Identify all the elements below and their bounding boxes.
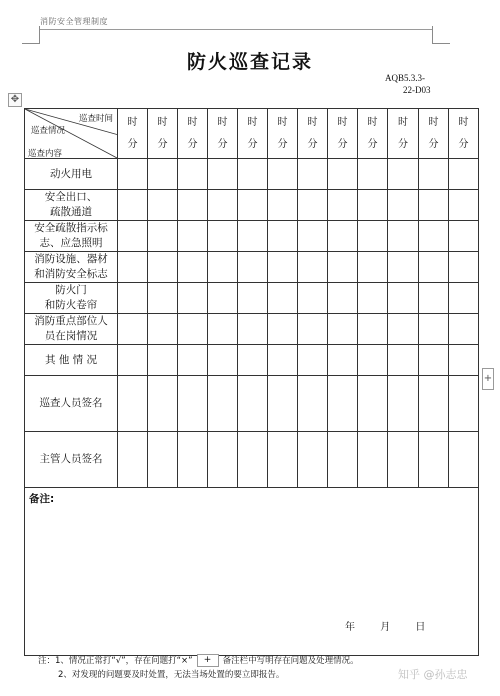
document-code: [385, 72, 455, 96]
record-cell[interactable]: [328, 190, 358, 221]
record-cell[interactable]: [358, 190, 388, 221]
date-year: 年: [345, 622, 355, 633]
footnote-1-part-a: 注：1、情况正常打“√”，存在问题打“×”: [38, 656, 193, 666]
hour-label: 时: [187, 116, 198, 128]
footnote-2: 2、对发现的问题要及时处置，无法当场处置的要立即报告。: [58, 670, 285, 680]
record-cell[interactable]: [148, 345, 178, 376]
minute-label: 分: [458, 138, 469, 150]
record-cell[interactable]: [238, 345, 268, 376]
row-label-line: 员在岗情况: [44, 330, 98, 342]
time-column-header: [298, 109, 328, 159]
record-cell[interactable]: [178, 221, 208, 252]
minute-label: 分: [127, 138, 138, 150]
table-row: [25, 159, 479, 190]
record-cell[interactable]: [268, 159, 298, 190]
row-label-line: 疏散通道: [50, 206, 92, 218]
row-label-line: 消防重点部位人: [34, 315, 108, 327]
table-row: [25, 376, 479, 432]
row-label-line: 安全出口、: [44, 191, 98, 203]
header-divider: [40, 29, 432, 30]
header-corner-cell: [25, 109, 118, 159]
minute-label: 分: [247, 138, 258, 150]
record-cell[interactable]: [118, 221, 148, 252]
record-cell[interactable]: [388, 190, 419, 221]
record-cell[interactable]: [328, 345, 358, 376]
record-cell[interactable]: [388, 376, 419, 432]
record-cell[interactable]: [358, 252, 388, 283]
record-cell[interactable]: [268, 432, 298, 488]
record-cell[interactable]: [298, 252, 328, 283]
minute-label: 分: [307, 138, 318, 150]
record-cell[interactable]: [328, 376, 358, 432]
document-code-line-1: AQB5.3.3-: [385, 73, 425, 83]
record-cell[interactable]: [328, 314, 358, 345]
minute-label: 分: [367, 138, 378, 150]
record-cell[interactable]: [178, 345, 208, 376]
hour-label: 时: [428, 116, 439, 128]
row-label-cell: [25, 376, 118, 432]
row-label-line: 志、应急照明: [39, 237, 103, 249]
notes-cell[interactable]: [25, 488, 479, 656]
record-cell[interactable]: [419, 376, 449, 432]
record-cell[interactable]: [298, 221, 328, 252]
record-cell[interactable]: [208, 190, 238, 221]
minute-label: 分: [277, 138, 288, 150]
record-cell[interactable]: [298, 190, 328, 221]
record-cell[interactable]: [449, 159, 479, 190]
table-row: [25, 432, 479, 488]
time-column-header: [449, 109, 479, 159]
date-day: 日: [415, 622, 426, 633]
record-cell[interactable]: [148, 283, 178, 314]
record-cell[interactable]: [328, 252, 358, 283]
time-column-header: [178, 109, 208, 159]
record-cell[interactable]: [148, 159, 178, 190]
minute-label: 分: [337, 138, 348, 150]
record-cell[interactable]: [419, 432, 449, 488]
record-cell[interactable]: [328, 283, 358, 314]
row-label-line: 和防火卷帘: [44, 299, 98, 311]
hour-label: 时: [247, 116, 258, 128]
record-cell[interactable]: [148, 432, 178, 488]
record-cell[interactable]: [328, 221, 358, 252]
record-cell[interactable]: [328, 432, 358, 488]
row-label-line: 其 他 情 况: [44, 353, 97, 366]
hour-label: 时: [337, 116, 348, 128]
date-signature: [345, 618, 447, 633]
record-cell[interactable]: [449, 283, 479, 314]
record-cell[interactable]: [178, 190, 208, 221]
record-cell[interactable]: [268, 376, 298, 432]
record-cell[interactable]: [449, 252, 479, 283]
record-cell[interactable]: [449, 432, 479, 488]
record-cell[interactable]: [358, 345, 388, 376]
record-cell[interactable]: [208, 221, 238, 252]
record-cell[interactable]: [388, 159, 419, 190]
row-label-line: 主管人员签名: [39, 453, 103, 465]
hour-label: 时: [157, 116, 168, 128]
record-cell[interactable]: [268, 345, 298, 376]
record-cell[interactable]: [118, 252, 148, 283]
header-corner-content: 巡查内容: [28, 149, 63, 159]
record-cell[interactable]: [268, 221, 298, 252]
time-column-header: [148, 109, 178, 159]
footnote-1: [38, 654, 359, 668]
record-cell[interactable]: [358, 283, 388, 314]
record-cell[interactable]: [238, 221, 268, 252]
time-column-header: [118, 109, 148, 159]
minute-label: 分: [157, 138, 168, 150]
plus-icon[interactable]: +: [197, 654, 219, 667]
record-cell[interactable]: [238, 314, 268, 345]
record-cell[interactable]: [118, 190, 148, 221]
watermark: 知乎 @孙志忠: [398, 668, 468, 681]
minute-label: 分: [217, 138, 228, 150]
row-label-line: 消防设施、器材: [34, 253, 108, 265]
record-cell[interactable]: [118, 159, 148, 190]
row-label-cell: [25, 252, 118, 283]
hour-label: 时: [367, 116, 378, 128]
record-cell[interactable]: [118, 432, 148, 488]
hour-label: 时: [398, 116, 408, 128]
record-cell[interactable]: [388, 221, 419, 252]
move-icon[interactable]: ✥: [8, 93, 22, 107]
time-column-header: [208, 109, 238, 159]
record-cell[interactable]: [178, 159, 208, 190]
record-cell[interactable]: [118, 345, 148, 376]
row-label-line: 和消防安全标志: [34, 268, 108, 280]
record-cell[interactable]: [148, 221, 178, 252]
date-month: 月: [380, 622, 391, 633]
record-cell[interactable]: [358, 221, 388, 252]
hour-label: 时: [277, 116, 288, 128]
minute-label: 分: [428, 138, 439, 150]
record-cell[interactable]: [178, 314, 208, 345]
crop-mark-top-left: [22, 26, 40, 44]
document-code-line-2: 22-D03: [403, 85, 431, 95]
record-cell[interactable]: [449, 376, 479, 432]
record-cell[interactable]: [238, 159, 268, 190]
record-cell[interactable]: [238, 376, 268, 432]
record-cell[interactable]: [208, 159, 238, 190]
record-cell[interactable]: [388, 252, 419, 283]
record-cell[interactable]: [238, 283, 268, 314]
record-cell[interactable]: [178, 432, 208, 488]
footnote-1-part-b: 备注栏中写明存在问题及处理情况。: [222, 656, 359, 666]
record-cell[interactable]: [208, 376, 238, 432]
table-row: [25, 252, 479, 283]
record-cell[interactable]: [449, 190, 479, 221]
record-cell[interactable]: [238, 252, 268, 283]
header-corner-time: 巡查时间: [78, 114, 113, 124]
header-corner-status: 巡查情况: [31, 126, 66, 136]
table-header-row: [25, 109, 479, 159]
record-cell[interactable]: [238, 432, 268, 488]
record-cell[interactable]: [419, 159, 449, 190]
record-cell[interactable]: [358, 432, 388, 488]
patrol-record-table: [24, 108, 479, 656]
record-cell[interactable]: [328, 159, 358, 190]
record-cell[interactable]: [208, 283, 238, 314]
row-label-line: 防火门: [55, 284, 87, 296]
row-label-cell: [25, 159, 118, 190]
record-cell[interactable]: [118, 283, 148, 314]
record-cell[interactable]: [268, 283, 298, 314]
minute-label: 分: [398, 138, 408, 150]
row-label-line: 巡查人员签名: [39, 397, 103, 409]
record-cell[interactable]: [419, 345, 449, 376]
record-cell[interactable]: [208, 252, 238, 283]
row-label-cell: [25, 432, 118, 488]
record-cell[interactable]: [449, 314, 479, 345]
time-column-header: [358, 109, 388, 159]
record-cell[interactable]: [178, 376, 208, 432]
record-cell[interactable]: [419, 252, 449, 283]
table-row: [25, 283, 479, 314]
page-header: 消防安全管理制度: [40, 17, 108, 26]
row-label-cell: [25, 345, 118, 376]
record-cell[interactable]: [388, 283, 419, 314]
footnotes: [38, 654, 359, 682]
hour-label: 时: [127, 116, 138, 128]
record-cell[interactable]: [388, 314, 419, 345]
time-column-header: [268, 109, 298, 159]
record-cell[interactable]: [388, 432, 419, 488]
row-label-line: 安全疏散指示标: [34, 222, 108, 234]
table-row: [25, 345, 479, 376]
table-body: [25, 159, 479, 488]
plus-icon[interactable]: +: [482, 368, 494, 390]
time-column-header: [388, 109, 419, 159]
notes-row: [25, 488, 479, 656]
record-cell[interactable]: [268, 252, 298, 283]
record-cell[interactable]: [419, 190, 449, 221]
record-cell[interactable]: [118, 314, 148, 345]
record-cell[interactable]: [449, 221, 479, 252]
record-cell[interactable]: [449, 345, 479, 376]
record-cell[interactable]: [208, 314, 238, 345]
record-cell[interactable]: [148, 252, 178, 283]
record-cell[interactable]: [419, 283, 449, 314]
record-cell[interactable]: [358, 376, 388, 432]
record-cell[interactable]: [208, 345, 238, 376]
record-cell[interactable]: [358, 159, 388, 190]
record-cell[interactable]: [298, 345, 328, 376]
record-cell[interactable]: [298, 159, 328, 190]
row-label-cell: [25, 221, 118, 252]
record-cell[interactable]: [238, 190, 268, 221]
record-cell[interactable]: [178, 252, 208, 283]
record-cell[interactable]: [298, 432, 328, 488]
hour-label: 时: [307, 116, 318, 128]
record-cell[interactable]: [419, 314, 449, 345]
record-cell[interactable]: [298, 376, 328, 432]
row-label-cell: [25, 283, 118, 314]
row-label-cell: [25, 314, 118, 345]
record-cell[interactable]: [118, 376, 148, 432]
record-cell[interactable]: [388, 345, 419, 376]
record-cell[interactable]: [148, 314, 178, 345]
table-row: [25, 190, 479, 221]
record-cell[interactable]: [178, 283, 208, 314]
crop-mark-top-right: [432, 26, 450, 44]
hour-label: 时: [458, 116, 469, 128]
row-label-line: 动火用电: [50, 167, 92, 180]
table-row: [25, 221, 479, 252]
time-column-header: [328, 109, 358, 159]
time-column-header: [419, 109, 449, 159]
minute-label: 分: [187, 138, 198, 150]
record-cell[interactable]: [148, 190, 178, 221]
record-cell[interactable]: [148, 376, 178, 432]
record-cell[interactable]: [419, 221, 449, 252]
record-cell[interactable]: [208, 432, 238, 488]
record-cell[interactable]: [298, 314, 328, 345]
record-cell[interactable]: [268, 190, 298, 221]
record-cell[interactable]: [298, 283, 328, 314]
time-column-header: [238, 109, 268, 159]
document-title: 防火巡查记录: [186, 51, 313, 73]
notes-label: 备注:: [29, 493, 55, 505]
hour-label: 时: [217, 116, 228, 128]
record-cell[interactable]: [268, 314, 298, 345]
row-label-cell: [25, 190, 118, 221]
table-row: [25, 314, 479, 345]
record-cell[interactable]: [358, 314, 388, 345]
